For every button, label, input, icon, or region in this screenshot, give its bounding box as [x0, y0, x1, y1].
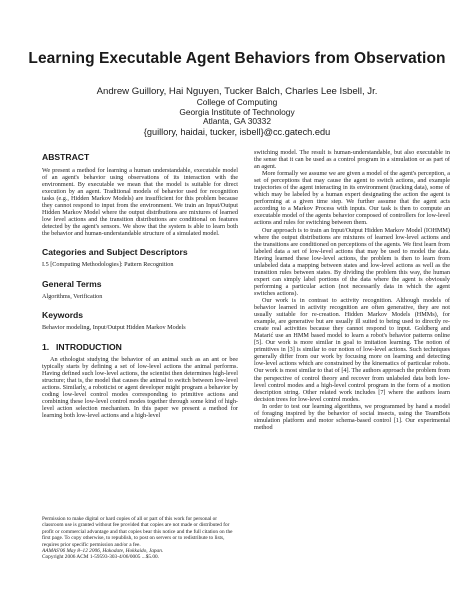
right-column: [254, 149, 450, 431]
categories-section: [42, 247, 238, 268]
general-terms-heading: General Terms: [42, 278, 102, 289]
introduction-text: An ethologist studying the behavior of an animal such as an ant or bee typically starts by defining a set of low-level actions the animal performs. Having defined such low-level actions, the scientist then determines high-level structure; that is, the model that causes the animal to switch between low-level actions. Similarly, a roboticist or agent developer might program a behavior by coding low-level control modes corresponding to primitive actions and combining these low-level control modes together through some kind of high-level action selection mechanism. In this paper we present a method for learning both low-level actions and a high-level: [42, 355, 238, 419]
author-names: Andrew Guillory, Hai Nguyen, Tucker Balch, Charles Lee Isbell, Jr.: [96, 86, 378, 97]
author-email: {guillory, haidai, tucker, isbell}@cc.gatech.edu: [143, 126, 331, 137]
introduction-heading: [42, 342, 238, 353]
abstract-text: We present a method for learning a human understandable, executable model of an agent's behavior using observations of its interaction with the environment. By executable we mean that the model is suitable for direct execution by an agent. Traditional models of behavior used for recognition tasks (e.g., Hidden Markov Models) are insufficient for this problem because they cannot respond to input from the environment. We train an Input/Output Hidden Markov Model where the output distributions are mixtures of learned low level actions and the transition distributions are conditional on features detected by the agent's sensors. We show that the system is able to learn both the behavior and human-understandable structure of a simulated model.: [42, 167, 238, 238]
body-paragraph: In order to test our learning algorithms, we programmed by hand a model of foraging inspired by the behavior of social insects, using the TeamBots simulation platform and motor schema-based control [1]. Our experimental method: [254, 402, 450, 431]
permission-notice: [42, 516, 238, 561]
general-terms-text: Algorithms, Verification: [42, 292, 103, 300]
keywords-heading: Keywords: [42, 309, 84, 320]
section-number: 1.: [42, 341, 50, 352]
body-paragraph: Our approach is to train an Input/Output Hidden Markov Model (IOHMM) where the output distributions are mixtures of learned low-level actions and the transitions are conditioned on perceptions of the agents. We first learn from labeled data a set of low-level actions that may be used to model the data. Having learned these low-level actions, the problem is then to learn from unlabeled data a mapping between states and low-level actions as well as the transition rules between states. By dividing the problem this way, the human expert can simply label portions of the data where the agent is obviously performing a particular action (not necessarily data in which the agent switches actions).: [254, 226, 450, 297]
keywords-section: [42, 310, 238, 331]
body-paragraph: More formally we assume we are given a model of the agent's perception, a set of perceptions that may cause the agent to switch actions, and example trajectories of the agent interacting in its environment (tracking data), some of which may be labeled by a human expert designating the action the agent is performing at a given time step. We further assume that the agent acts according to a Markov Process with inputs. Our task is then to compute an executable model of the agents behavior composed of controllers for low-level actions and rules for switching between them.: [254, 170, 450, 227]
permission-text: Permission to make digital or hard copies of all or part of this work for personal or classroom use is granted without fee provided that copies are not made or distributed for profit or commercial advantage and that copies bear this notice and the full citation on the first page. To copy otherwise, to republish, to post on servers or to redistribute to lists, requires prior specific permission and/or a fee.: [42, 516, 233, 548]
keywords-text: Behavior modeling, Input/Output Hidden Markov Models: [42, 323, 186, 331]
affiliation-line: Georgia Institute of Technology: [179, 106, 295, 117]
venue-line: AAMAS'06 May 8–12 2006, Hakodate, Hokkaido, Japan.: [42, 548, 164, 555]
categories-text: I.5 [Computing Methodologies]: Pattern Recognition: [42, 261, 174, 269]
section-title: INTRODUCTION: [56, 341, 122, 352]
categories-heading: Categories and Subject Descriptors: [42, 247, 188, 258]
affiliation-line: College of Computing: [196, 97, 278, 107]
general-terms-section: [42, 279, 238, 300]
paper-title: Learning Executable Agent Behaviors from Observation: [28, 50, 446, 67]
copyright-line: Copyright 2006 ACM 1-59593-303-4/06/0005 ...$5.00.: [42, 554, 159, 561]
author-block: [0, 86, 474, 137]
left-column: [42, 152, 238, 419]
affiliation-line: Atlanta, GA 30332: [203, 116, 271, 127]
body-paragraph: switching model. The result is human-understandable, but also executable in the sense that it can be used as a control program in a simulation or as part of an agent.: [254, 149, 450, 171]
abstract-heading: ABSTRACT: [42, 152, 90, 162]
body-paragraph: Our work is in contrast to activity recognition. Although models of behavior learned in activity recognition are often generative, they are not usually suitable for re-creation. Hidden Markov Models (HMMs), for example, are generative but are usually ill suited to being used to directly re-create real activities because they cannot respond to input. Goldberg and Matarić use an HMM based model to learn a robot's behavior patterns online [5]. Our work is more similar in goal to imitation learning. The notion of primitives in [3] is similar to our notion of low-level actions. Such techniques generally differ from our work by focusing more on learning and detecting low-level actions which are constrained by the kinematics of particular robots. Our work is most similar to that of [4]. The authors approach the problem from the perspective of control theory and recover from unlabeled data both low-level control modes and a high-level control program in the form of a motion description string. Other related work includes [7] where the authors learn decision trees for low-level control modes.: [254, 296, 450, 403]
